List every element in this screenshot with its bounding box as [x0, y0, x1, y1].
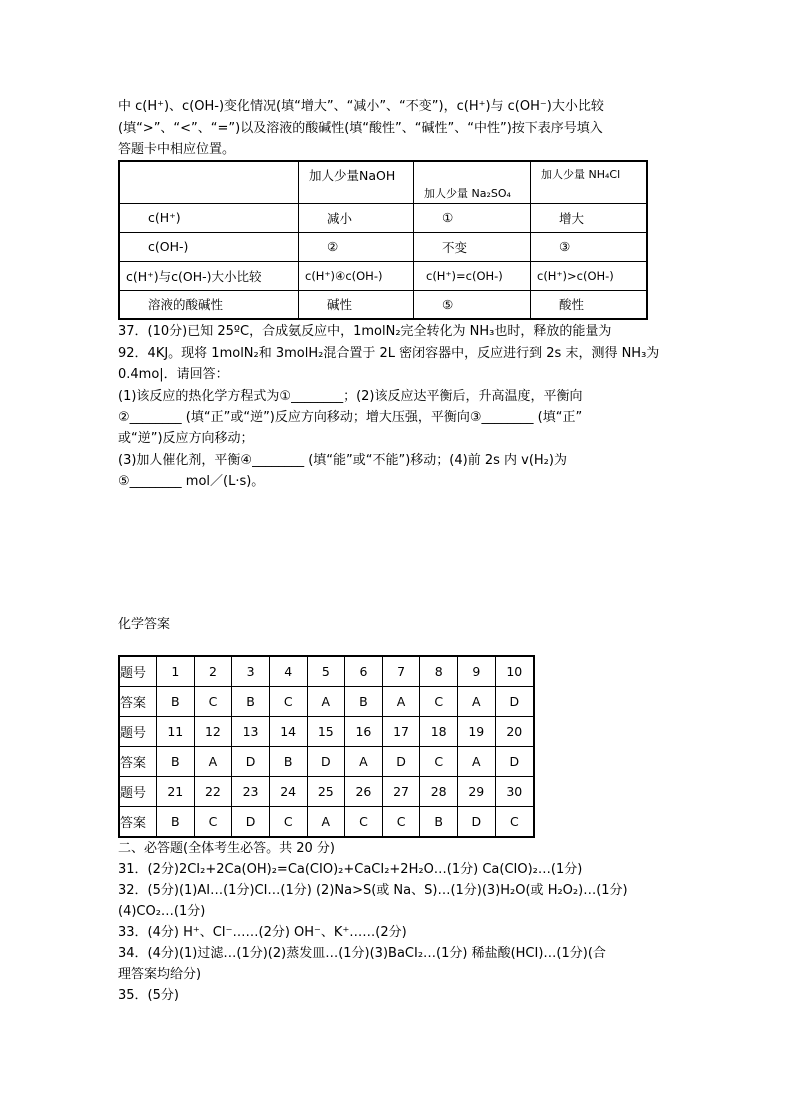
answer-line: 二、必答题(全体考生必答。共 20 分)	[118, 841, 335, 856]
table-cell: 5	[307, 656, 345, 687]
table-cell: 8	[420, 656, 458, 687]
table-cell: ③	[531, 232, 648, 261]
table-row	[119, 747, 534, 777]
table-cell: 减小	[299, 203, 414, 232]
table-cell: A	[194, 747, 232, 777]
table-cell: 28	[420, 777, 458, 807]
table-cell: B	[232, 687, 270, 717]
table-cell: 不变	[414, 232, 531, 261]
table-cell: 16	[345, 717, 383, 747]
table-cell: 18	[420, 717, 458, 747]
question-line: (1)该反应的热化学方程式为①________；(2)该反应达平衡后，升高温度，平衡向	[118, 389, 583, 404]
table-cell: 酸性	[531, 290, 648, 319]
table-cell: C	[420, 687, 458, 717]
table-cell: ⑤	[414, 290, 531, 319]
table-cell: D	[458, 807, 496, 838]
question-line: 0.4mo|．请回答：	[118, 367, 229, 382]
answer-line: 理答案均给分)	[118, 967, 202, 982]
question-line: 或“逆”)反应方向移动；	[118, 431, 254, 446]
table-cell: 30	[495, 777, 534, 807]
answer-line: 35．(5分)	[118, 988, 179, 1003]
table-cell: A	[345, 747, 383, 777]
table-row	[119, 203, 647, 232]
question-line: 37．(10分)已知 25ºC，合成氨反应中，1molN₂完全转化为 NH₃也时，释放的能量为	[118, 324, 612, 339]
intro-line: (填“>”、“<”、“=”)以及溶液的酸碱性(填“酸性”、“碱性”、“中性”)按下表序号填入	[118, 121, 603, 136]
table-cell: 2	[194, 656, 232, 687]
answer-line: 32．(5分)(1)AI…(1分)CI…(1分) (2)Na>S(或 Na、S)…(1分)(3)H₂O(或 H₂O₂)…(1分)	[118, 883, 628, 898]
row-label: 题号	[119, 717, 157, 747]
table-row	[119, 656, 534, 687]
table-cell: 7	[382, 656, 420, 687]
table-cell: 24	[269, 777, 307, 807]
header-cell: 加人少量NaOH	[299, 161, 414, 203]
table-cell: 23	[232, 777, 270, 807]
answer-line: 33．(4分) H⁺、CI⁻……(2分) OH⁻、K⁺……(2分)	[118, 925, 407, 940]
ion-change-table	[118, 160, 648, 320]
table-cell: C	[345, 807, 383, 838]
row-label: 答案	[119, 807, 157, 838]
table-cell: 12	[194, 717, 232, 747]
table-cell: 15	[307, 717, 345, 747]
header-cell	[119, 161, 299, 203]
question-line: 92．4KJ。现将 1molN₂和 3molH₂混合置于 2L 密闭容器中，反应进行到 2s 末，测得 NH₃为	[118, 346, 660, 361]
table-cell: 10	[495, 656, 534, 687]
answer-title: 化学答案	[118, 617, 171, 632]
table-cell: D	[495, 687, 534, 717]
table-cell: 13	[232, 717, 270, 747]
question-line: ②________ (填“正”或“逆”)反应方向移动；增大压强，平衡向③________ (填“正”	[118, 410, 583, 425]
table-cell: 11	[157, 717, 195, 747]
table-row	[119, 777, 534, 807]
table-cell: B	[345, 687, 383, 717]
table-cell: C	[269, 687, 307, 717]
table-cell: D	[232, 807, 270, 838]
table-cell: B	[269, 747, 307, 777]
table-cell: 20	[495, 717, 534, 747]
table-cell: C	[420, 747, 458, 777]
table-cell: 4	[269, 656, 307, 687]
table-cell: C	[194, 687, 232, 717]
table-cell: A	[382, 687, 420, 717]
table-cell: D	[495, 747, 534, 777]
row-label: 题号	[119, 777, 157, 807]
table-cell: 3	[232, 656, 270, 687]
table-cell: c(H⁺)④c(OH-)	[299, 261, 414, 290]
intro-line: 答题卡中相应位置。	[118, 142, 236, 157]
answer-line: (4)CO₂…(1分)	[118, 904, 206, 919]
table-cell: 27	[382, 777, 420, 807]
table-cell: C	[495, 807, 534, 838]
table-cell: C	[382, 807, 420, 838]
table-cell: B	[157, 807, 195, 838]
table-row	[119, 717, 534, 747]
table-cell: 14	[269, 717, 307, 747]
table-cell: C	[194, 807, 232, 838]
table-cell: c(H⁺)=c(OH-)	[414, 261, 531, 290]
table-cell: c(H⁺)>c(OH-)	[531, 261, 648, 290]
table-cell: 22	[194, 777, 232, 807]
table-row	[119, 232, 647, 261]
table-row	[119, 807, 534, 838]
answer-line: 34．(4分)(1)过滤…(1分)(2)蒸发皿…(1分)(3)BaCI₂…(1分) 稀盐酸(HCI)…(1分)(合	[118, 946, 606, 961]
table-cell: A	[307, 687, 345, 717]
intro-line: 中 c(H⁺)、c(OH-)变化情况(填“增大”、“减小”、“不变”)，c(H⁺)与 c(OH⁻)大小比较	[118, 99, 604, 114]
table-cell: B	[420, 807, 458, 838]
question-line: (3)加人催化剂，平衡④________ (填“能”或“不能”)移动；(4)前 2s 内 v(H₂)为	[118, 453, 567, 468]
table-cell: 17	[382, 717, 420, 747]
table-cell: 碱性	[299, 290, 414, 319]
table-cell: A	[307, 807, 345, 838]
table-cell: A	[458, 687, 496, 717]
table-cell: 21	[157, 777, 195, 807]
table-row	[119, 687, 534, 717]
table-cell: D	[382, 747, 420, 777]
answer-line: 31．(2分)2CI₂+2Ca(OH)₂=Ca(CIO)₂+CaCI₂+2H₂O…(1分) Ca(CIO)₂…(1分)	[118, 862, 583, 877]
table-cell: 19	[458, 717, 496, 747]
table-cell: c(H⁺)与c(OH-)大小比较	[119, 261, 299, 290]
row-label: 答案	[119, 747, 157, 777]
answer-key-table	[118, 655, 535, 838]
table-cell: D	[232, 747, 270, 777]
table-row	[119, 290, 647, 319]
question-line: ⑤________ mol／(L·s)。	[118, 474, 265, 489]
table-cell: 29	[458, 777, 496, 807]
table-cell: 增大	[531, 203, 648, 232]
table-cell: C	[269, 807, 307, 838]
table-cell: D	[307, 747, 345, 777]
table-cell: B	[157, 747, 195, 777]
table-cell: c(OH-)	[119, 232, 299, 261]
row-label: 题号	[119, 656, 157, 687]
table-cell: 溶液的酸碱性	[119, 290, 299, 319]
table-row	[119, 261, 647, 290]
header-cell: 加人少量 NH₄Cl	[531, 161, 648, 203]
header-cell: 加人少量 Na₂SO₄	[414, 161, 531, 203]
table-cell: 1	[157, 656, 195, 687]
table-cell: B	[157, 687, 195, 717]
table-cell: 6	[345, 656, 383, 687]
table-cell: ②	[299, 232, 414, 261]
row-label: 答案	[119, 687, 157, 717]
table-cell: A	[458, 747, 496, 777]
table-cell: 26	[345, 777, 383, 807]
table-cell: ①	[414, 203, 531, 232]
table-cell: c(H⁺)	[119, 203, 299, 232]
table-cell: 25	[307, 777, 345, 807]
table-cell: 9	[458, 656, 496, 687]
